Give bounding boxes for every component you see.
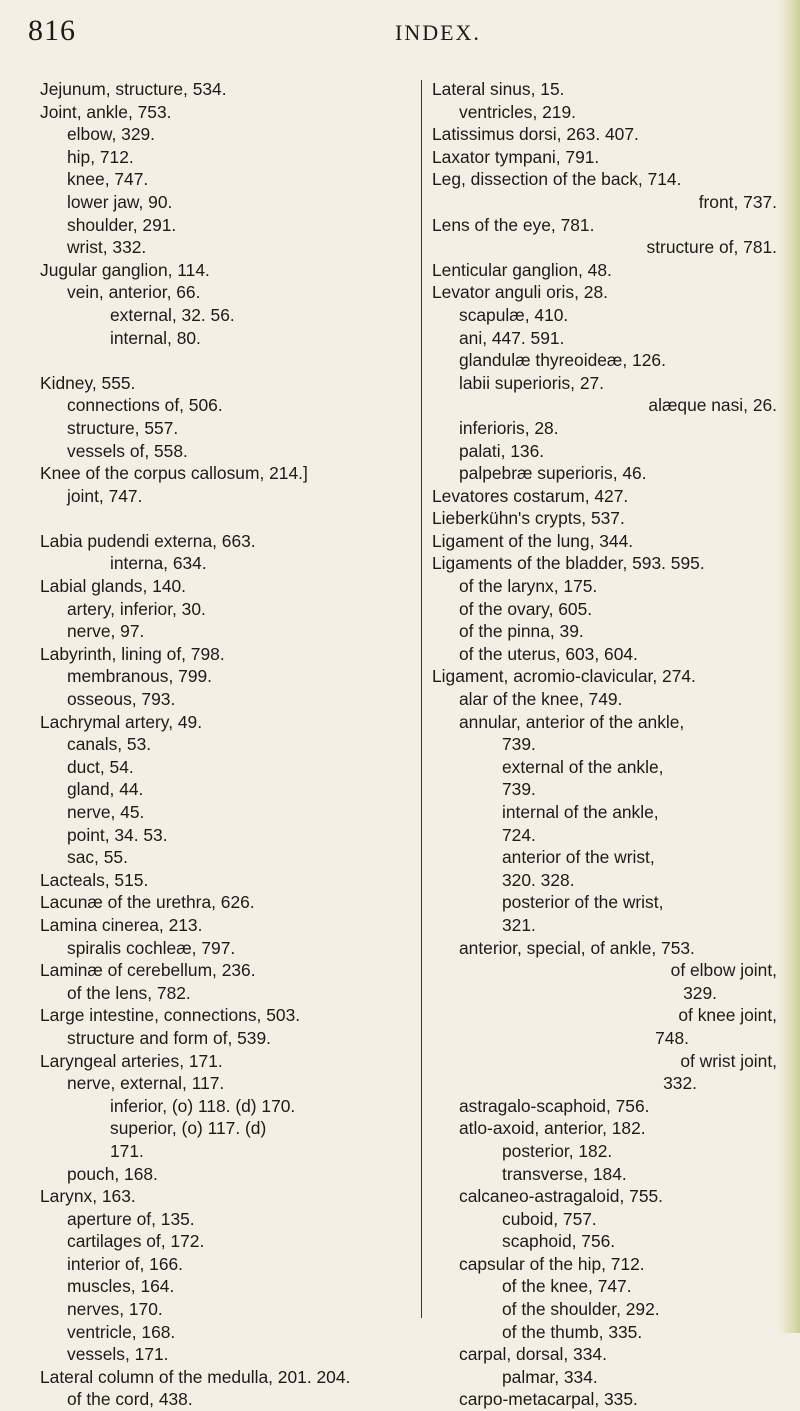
index-subentry: cuboid, 757. [502,1208,597,1229]
running-title: INDEX. [395,20,481,45]
index-subentry: annular, anterior of the ankle, [459,711,685,732]
index-subentry: external of the ankle, [502,756,664,777]
index-subentry: scapulæ, 410. [459,304,569,325]
index-entry: Labial glands, 140. [40,576,187,597]
index-subentry: of wrist joint, [680,1050,777,1071]
index-subentry: structure of, 781. [646,237,777,258]
index-subentry: vein, anterior, 66. [67,282,201,303]
index-entry: Lens of the eye, 781. [432,214,595,235]
entry-gap [40,507,415,530]
index-subentry: of knee joint, [678,1005,777,1026]
index-column-right [432,78,777,1411]
index-subentry: of the shoulder, 292. [502,1299,660,1320]
index-subentry: alar of the knee, 749. [459,689,623,710]
index-subentry: shoulder, 291. [67,214,177,235]
index-entry: Ligament, acromio-clavicular, 274. [432,666,696,687]
index-entry: Levator anguli oris, 28. [432,282,608,303]
index-subentry: point, 34. 53. [67,824,168,845]
index-entry: Knee of the corpus callosum, 214.] [40,463,308,484]
index-subentry: carpo-metacarpal, 335. [459,1389,638,1410]
index-entry: Lieberkühn's crypts, 537. [432,508,625,529]
index-entry: Laryngeal arteries, 171. [40,1050,223,1071]
index-subentry: palmar, 334. [502,1366,598,1387]
index-entry: Lacteals, 515. [40,869,149,890]
index-subentry: external, 32. 56. [110,304,235,325]
index-subentry: joint, 747. [67,485,143,506]
index-entry: Jugular ganglion, 114. [40,259,210,280]
index-subentry: nerve, external, 117. [67,1073,225,1094]
entry-gap [40,349,415,372]
index-subentry: posterior, 182. [502,1140,613,1161]
index-subentry: ani, 447. 591. [459,327,565,348]
index-subentry: hip, 712. [67,146,134,167]
index-subentry: posterior of the wrist, [502,892,664,913]
column-divider [421,80,422,1318]
index-subentry: interna, 634. [110,553,207,574]
index-subentry: ventricles, 219. [459,101,576,122]
index-subentry: front, 737. [698,191,777,212]
index-subentry: 739. [502,779,536,800]
index-entry: Labia pudendi externa, 663. [40,530,256,551]
index-entry: Leg, dissection of the back, 714. [432,169,682,190]
index-subentry: of the uterus, 603, 604. [459,643,638,664]
index-subentry: transverse, 184. [502,1163,627,1184]
index-subentry: of the cord, 438. [67,1389,193,1410]
index-subentry: wrist, 332. [67,237,147,258]
index-entry: Lacunæ of the urethra, 626. [40,892,255,913]
index-subentry: carpal, dorsal, 334. [459,1344,607,1365]
index-subentry: of the ovary, 605. [459,598,593,619]
index-entry: Lenticular ganglion, 48. [432,259,612,280]
index-subentry: anterior of the wrist, [502,847,655,868]
index-subentry: capsular of the hip, 712. [459,1253,645,1274]
index-subentry: structure, 557. [67,417,179,438]
index-subentry: structure and form of, 539. [67,1027,271,1048]
index-entry: Lateral sinus, 15. [432,79,565,99]
index-subentry: inferioris, 28. [459,417,559,438]
index-subentry: astragalo-scaphoid, 756. [459,1095,650,1116]
index-entry: Jejunum, structure, 534. [40,79,227,99]
index-entry: Kidney, 555. [40,372,136,393]
index-subentry: glandulæ thyreoideæ, 126. [459,350,666,371]
index-entry: Lamina cinerea, 213. [40,914,203,935]
index-entry: Ligament of the lung, 344. [432,530,634,551]
index-subentry: nerve, 45. [67,802,145,822]
index-subentry: 329. [683,982,717,1003]
index-subentry: internal, 80. [110,327,201,348]
index-subentry: vessels, 171. [67,1344,169,1365]
index-subentry: scaphoid, 756. [502,1231,616,1252]
index-entry: Laxator tympani, 791. [432,146,600,167]
index-entry: Lateral column of the medulla, 201. 204. [40,1366,351,1387]
index-entry: Levatores costarum, 427. [432,485,629,506]
index-subentry: inferior, (o) 118. (d) 170. [110,1095,296,1116]
index-subentry: aperture of, 135. [67,1208,195,1229]
index-subentry: of the knee, 747. [502,1276,632,1297]
index-subentry: ventricle, 168. [67,1321,176,1342]
index-subentry: duct, 54. [67,756,134,777]
index-subentry: 171. [110,1140,144,1161]
index-entry: Large intestine, connections, 503. [40,1005,301,1026]
index-subentry: 739. [502,734,536,755]
index-subentry: sac, 55. [67,847,128,868]
index-column-left [40,78,415,1411]
index-subentry: canals, 53. [67,734,152,755]
index-entry: Joint, ankle, 753. [40,101,172,122]
index-subentry: of the larynx, 175. [459,576,598,597]
index-subentry: of elbow joint, [670,960,777,981]
index-subentry: osseous, 793. [67,689,176,710]
index-subentry: of the pinna, 39. [459,621,584,642]
index-subentry: spiralis cochleæ, 797. [67,937,236,958]
page-edge [778,0,800,1333]
page-number: 816 [28,14,76,47]
index-subentry: 724. [502,824,536,845]
index-subentry: vessels of, 558. [67,440,188,461]
index-subentry: 332. [663,1073,697,1094]
index-entry: Larynx, 163. [40,1186,136,1207]
index-subentry: alæque nasi, 26. [648,395,777,416]
index-subentry: superior, (o) 117. (d) [110,1118,267,1139]
index-subentry: palati, 136. [459,440,545,461]
index-subentry: calcaneo-astragaloid, 755. [459,1186,663,1207]
index-entry: Ligaments of the bladder, 593. 595. [432,553,705,574]
index-subentry: of the lens, 782. [67,982,191,1003]
index-subentry: anterior, special, of ankle, 753. [459,937,695,958]
index-subentry: 320. 328. [502,869,575,890]
page-header [0,14,800,54]
index-entry: Laminæ of cerebellum, 236. [40,960,256,981]
index-entry: Labyrinth, lining of, 798. [40,643,225,664]
index-subentry: internal of the ankle, [502,802,659,822]
index-subentry: palpebræ superioris, 46. [459,463,647,484]
index-subentry: labii superioris, 27. [459,372,604,393]
index-subentry: knee, 747. [67,169,149,190]
index-entry: Latissimus dorsi, 263. 407. [432,124,639,145]
index-subentry: nerves, 170. [67,1299,163,1320]
index-subentry: gland, 44. [67,779,144,800]
index-subentry: lower jaw, 90. [67,191,173,212]
index-entry: Lachrymal artery, 49. [40,711,203,732]
index-subentry: atlo-axoid, anterior, 182. [459,1118,646,1139]
index-subentry: pouch, 168. [67,1163,158,1184]
index-subentry: of the thumb, 335. [502,1321,643,1342]
index-subentry: membranous, 799. [67,666,213,687]
index-subentry: elbow, 329. [67,124,155,145]
index-subentry: muscles, 164. [67,1276,175,1297]
index-subentry: 321. [502,914,536,935]
index-subentry: 748. [655,1027,689,1048]
index-subentry: cartilages of, 172. [67,1231,205,1252]
index-subentry: nerve, 97. [67,621,145,642]
index-subentry: artery, inferior, 30. [67,598,206,619]
index-subentry: interior of, 166. [67,1253,184,1274]
index-subentry: connections of, 506. [67,395,223,416]
